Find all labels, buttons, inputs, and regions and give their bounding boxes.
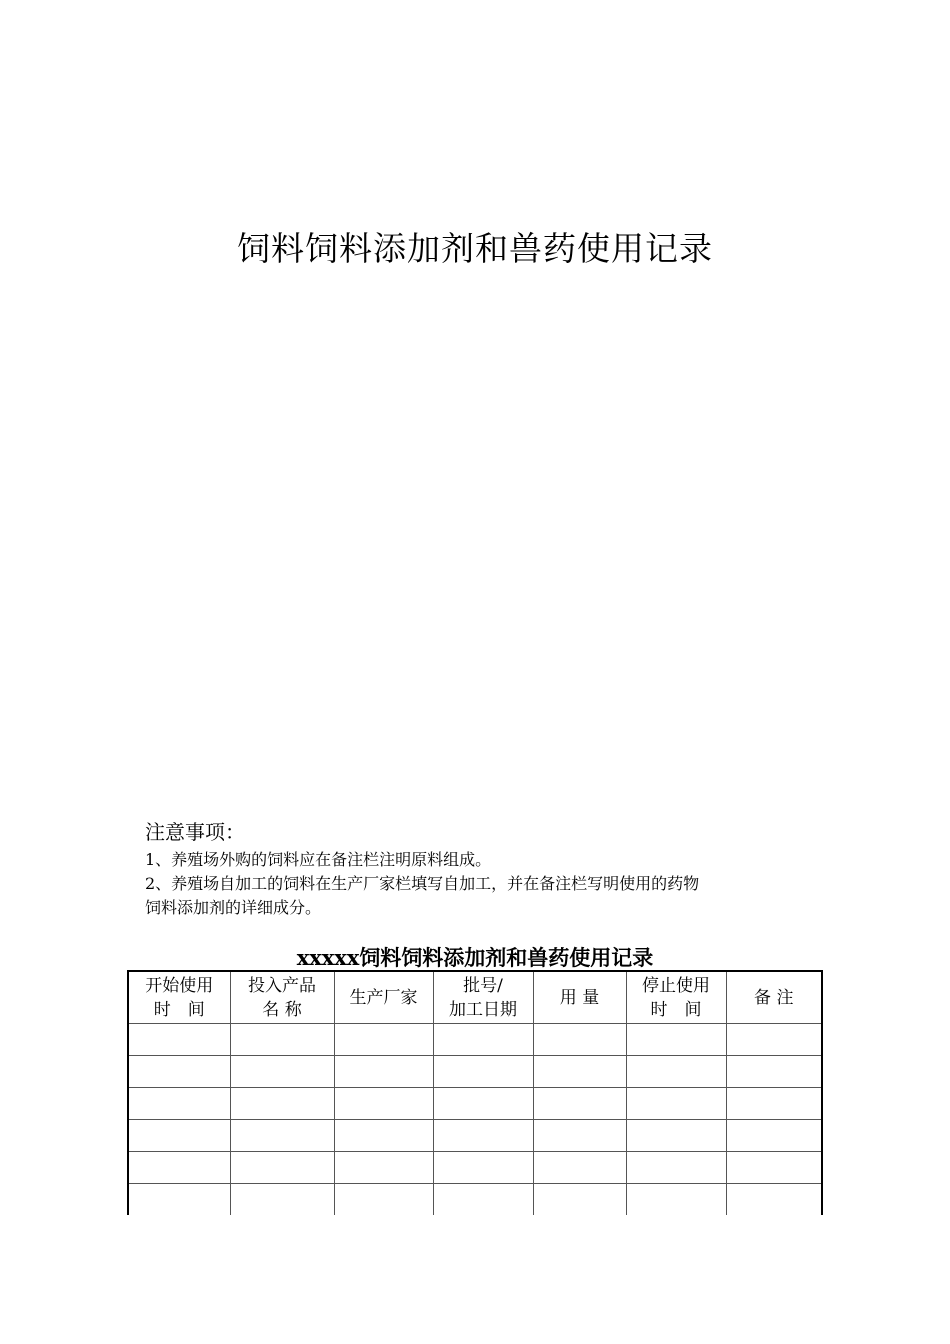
table-row [128,1056,822,1088]
table-row [128,1088,822,1120]
table-cell[interactable] [726,1184,822,1216]
notes-heading: 注意事项： [145,820,245,844]
header-batch-date [433,971,533,1024]
table-row [128,1024,822,1056]
note-line-3: 饲料添加剂的详细成分。 [145,898,322,917]
table-cell[interactable] [230,1088,334,1120]
table-cell[interactable] [626,1024,726,1056]
table-cell[interactable] [230,1024,334,1056]
header-start-time-line1: 开始使用 [145,975,214,996]
table-cell[interactable] [230,1152,334,1184]
table-cell[interactable] [726,1056,822,1088]
table-cell[interactable] [334,1184,433,1216]
header-start-time [128,971,230,1024]
table-cell[interactable] [626,1088,726,1120]
table-cell[interactable] [533,1184,626,1216]
table-cell[interactable] [433,1184,533,1216]
notes-section [145,818,825,920]
table-cell[interactable] [533,1120,626,1152]
page-title: 饲料饲料添加剂和兽药使用记录 [237,229,713,268]
header-batch-date-line2: 加工日期 [449,999,517,1020]
note-line-1: 1、养殖场外购的饲料应在备注栏注明原料组成。 [145,850,492,869]
header-manufacturer [334,971,433,1024]
table-cell[interactable] [128,1088,230,1120]
usage-record-table [127,970,823,1215]
header-start-time-line2: 时 间 [153,999,205,1020]
table-cell[interactable] [433,1120,533,1152]
table-cell[interactable] [128,1056,230,1088]
table-row [128,1152,822,1184]
table-cell[interactable] [128,1152,230,1184]
table-cell[interactable] [433,1088,533,1120]
header-stop-time-line1: 停止使用 [642,975,710,996]
header-product-name [230,971,334,1024]
table-cell[interactable] [626,1056,726,1088]
header-product-name-line1: 投入产品 [248,975,316,996]
table-cell[interactable] [334,1024,433,1056]
table-row [128,1120,822,1152]
header-remarks-line1: 备 注 [754,987,794,1008]
table-cell[interactable] [533,1056,626,1088]
table-cell[interactable] [128,1184,230,1216]
note-line-2: 2、养殖场自加工的饲料在生产厂家栏填写自加工，并在备注栏写明使用的药物 [145,874,700,893]
header-batch-date-line1: 批号/ [463,975,503,996]
table-cell[interactable] [230,1120,334,1152]
table-cell[interactable] [230,1184,334,1216]
table-cell[interactable] [533,1152,626,1184]
table-cell[interactable] [128,1024,230,1056]
header-dosage-line1: 用 量 [559,987,600,1008]
table-cell[interactable] [334,1152,433,1184]
header-dosage [533,971,626,1024]
header-stop-time [626,971,726,1024]
table-cell[interactable] [433,1056,533,1088]
table-cell[interactable] [626,1152,726,1184]
table-cell[interactable] [533,1088,626,1120]
table-cell[interactable] [726,1152,822,1184]
table-cell[interactable] [334,1088,433,1120]
table-cell[interactable] [726,1088,822,1120]
header-product-name-line2: 名 称 [262,999,302,1020]
table-cell[interactable] [626,1120,726,1152]
table-cell[interactable] [626,1184,726,1216]
table-cell[interactable] [334,1120,433,1152]
table-cell[interactable] [533,1024,626,1056]
header-remarks [726,971,822,1024]
table-cell[interactable] [726,1024,822,1056]
table-header-row [128,971,822,1024]
table-cell[interactable] [433,1152,533,1184]
table-cell[interactable] [230,1056,334,1088]
table-row [128,1184,822,1216]
header-manufacturer-line1: 生产厂家 [349,987,418,1008]
table-title: xxxxx饲料饲料添加剂和兽药使用记录 [296,945,654,970]
table-cell[interactable] [726,1120,822,1152]
table-cell[interactable] [433,1024,533,1056]
table-cell[interactable] [334,1056,433,1088]
table-cell[interactable] [128,1120,230,1152]
header-stop-time-line2: 时 间 [650,999,702,1020]
